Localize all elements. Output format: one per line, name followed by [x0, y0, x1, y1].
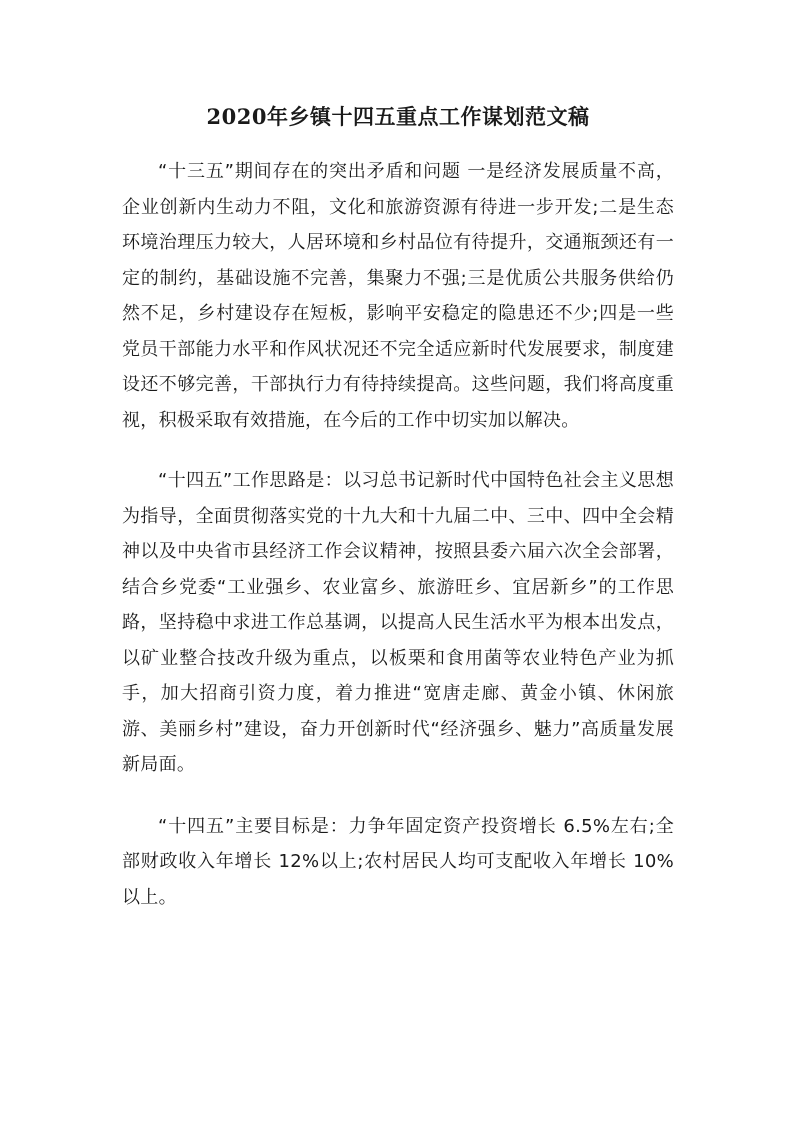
paragraph-work-approach: “十四五”工作思路是：以习总书记新时代中国特色社会主义思想为指导，全面贯彻落实党的十九大和十九届二中、三中、四中全会精神以及中央省市县经济工作会议精神，按照县委六届六次全会部署，结合乡党委“工业强乡、农业富乡、旅游旺乡、宜居新乡”的工作思路，坚持稳中求进工作总基调，以提高人民生活水平为根本出发点，以矿业整合技改升级为重点，以板栗和食用菌等农业特色产业为抓手，加大招商引资力度，着力推进“宽唐走廊、黄金小镇、休闲旅游、美丽乡村”建设，奋力开创新时代“经济强乡、魅力”高质量发展新局面。 [122, 470, 674, 775]
paragraph-main-targets: “十四五”主要目标是：力争年固定资产投资增长 6.5%左右;全部财政收入年增长 12%以上;农村居民人均可支配收入年增长 10%以上。 [122, 815, 674, 908]
paragraph-problems: “十三五”期间存在的突出矛盾和问题 一是经济发展质量不高，企业创新内生动力不阻，文化和旅游资源有待进一步开发;二是生态环境治理压力较大，人居环境和乡村品位有待提升，交通瓶颈还有一定的制约，基础设施不完善，集聚力不强;三是优质公共服务供给仍然不足，乡村建设存在短板，影响平安稳定的隐患还不少;四是一些党员干部能力水平和作风状况还不完全适应新时代发展要求，制度建设还不够完善，干部执行力有待持续提高。这些问题，我们将高度重视，积极采取有效措施，在今后的工作中切实加以解决。 [122, 161, 674, 431]
document-title: 2020年乡镇十四五重点工作谋划范文稿 [206, 104, 590, 129]
